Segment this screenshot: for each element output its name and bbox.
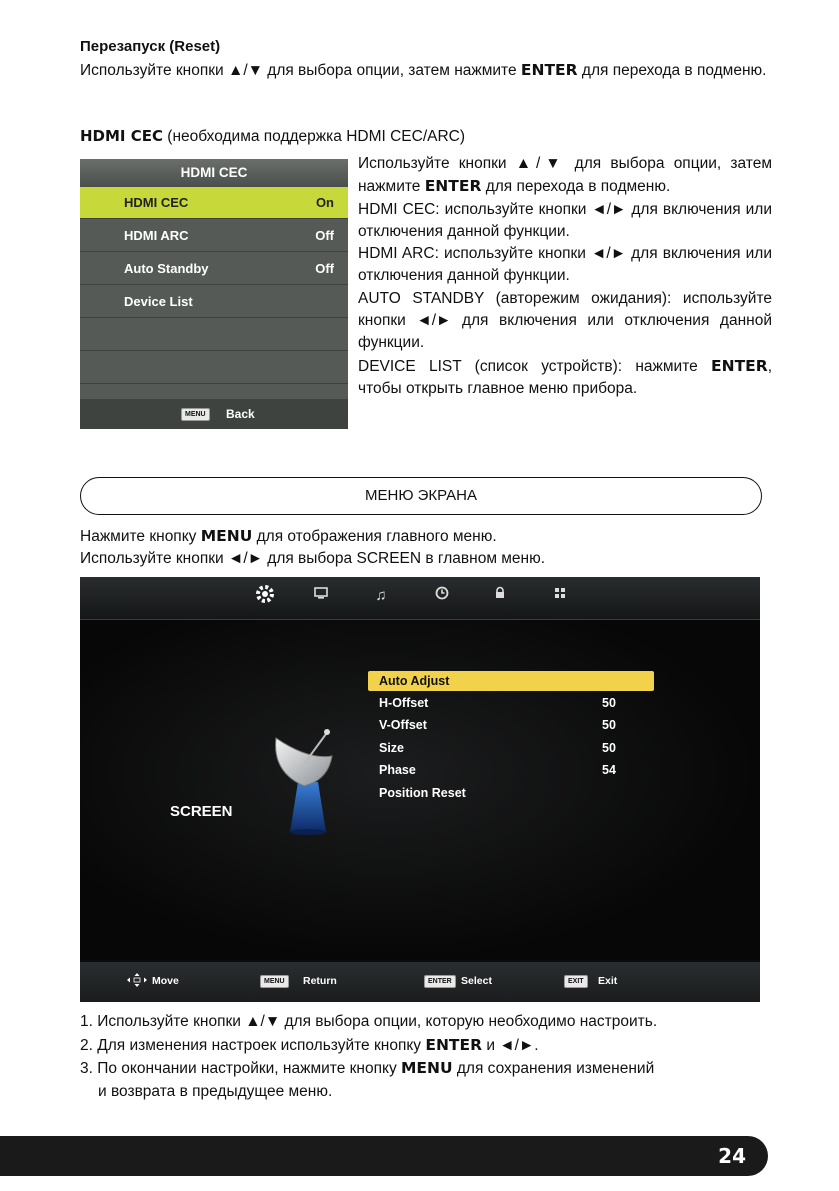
reset-title: Перезапуск (Reset) — [80, 38, 221, 55]
instruction-steps — [80, 1011, 780, 1103]
page-number: 24 — [718, 1144, 746, 1168]
menu-row-auto-standby[interactable]: Auto Standby Off — [80, 253, 348, 285]
hdmi-cec-menu-panel — [80, 159, 348, 429]
step-2: 2. Для изменения настроек используйте кнопку ENTER и ◄/►. — [80, 1035, 539, 1054]
menu-item-phase[interactable]: Phase 54 — [379, 763, 616, 777]
hdmi-cec-heading: HDMI CEC (необходима поддержка HDMI CEC/ARC) — [80, 127, 466, 145]
enter-key-label: ENTER — [520, 61, 578, 79]
menu-item-auto-adjust[interactable]: Auto Adjust — [368, 671, 654, 691]
satellite-dish-icon — [270, 720, 350, 840]
grid-icon[interactable] — [549, 585, 571, 607]
lock-icon[interactable] — [489, 585, 511, 607]
select-label: Select — [461, 975, 492, 987]
menu-tab-bar — [80, 577, 760, 620]
menu-footer-bar — [80, 962, 760, 1002]
music-note-icon[interactable]: ♫ — [375, 587, 387, 604]
menu-item-v-offset[interactable]: V-Offset 50 — [379, 718, 616, 732]
back-label: Back — [226, 407, 255, 421]
menu-row-empty — [80, 352, 348, 384]
move-arrows-icon — [126, 972, 148, 991]
panel-footer — [80, 399, 348, 429]
menu-item-position-reset[interactable]: Position Reset — [379, 786, 466, 800]
menu-intro: Нажмите кнопку MENU для отображения главного меню. Используйте кнопки ◄/► для выбора SCREEN в главном меню. — [80, 527, 546, 567]
menu-row-hdmi-arc[interactable]: HDMI ARC Off — [80, 220, 348, 252]
step-1: 1. Используйте кнопки ▲/▼ для выбора опции, которую необходимо настроить. — [80, 1013, 658, 1030]
hdmi-cec-description: Используйте кнопки ▲/▼ для выбора опции, затем нажмите ENTER для перехода в подменю. HDMI CEC: используйте кнопки ◄/► для включения или отключения данной функции. HDMI ARC: используйте кнопки ◄/► для включения или отключения данной функции. AUTO STANDBY (авторежим ожидания): используйте кнопки ◄/► для включения или отключения данной функции. DEVICE LIST (список устройств): нажмите ENTER, чтобы открыть главное меню прибора. — [358, 155, 772, 397]
clock-icon[interactable] — [431, 585, 453, 607]
section-header-screen-menu: МЕНЮ ЭКРАНА — [80, 477, 762, 515]
panel-title: HDMI CEC — [80, 159, 348, 187]
exit-label: Exit — [598, 975, 618, 987]
step-3-continued: и возврата в предыдущее меню. — [98, 1082, 333, 1100]
menu-item-h-offset[interactable]: H-Offset 50 — [379, 696, 616, 710]
enter-key-icon: ENTER — [424, 975, 456, 988]
move-label: Move — [152, 975, 179, 987]
monitor-icon[interactable] — [310, 585, 332, 607]
menu-row-empty — [80, 319, 348, 351]
menu-key-icon: MENU — [260, 975, 289, 988]
menu-item-size[interactable]: Size 50 — [379, 741, 616, 755]
page-footer-bar — [0, 1136, 768, 1176]
reset-text: Используйте кнопки ▲/▼ для выбора опции, затем нажмите ENTER для перехода в подменю. — [80, 61, 767, 79]
menu-body — [80, 620, 760, 960]
screen-menu-screenshot — [80, 577, 760, 1002]
gear-icon[interactable] — [253, 582, 275, 604]
step-3: 3. По окончании настройки, нажмите кнопку MENU для сохранения изменений — [80, 1059, 655, 1077]
return-label: Return — [303, 975, 337, 987]
exit-key-icon: EXIT — [564, 975, 588, 988]
screen-category-label: SCREEN — [170, 803, 233, 820]
menu-row-device-list[interactable]: Device List — [80, 286, 348, 318]
menu-row-hdmi-cec[interactable]: HDMI CEC On — [80, 187, 348, 219]
menu-key-icon: MENU — [181, 408, 210, 421]
